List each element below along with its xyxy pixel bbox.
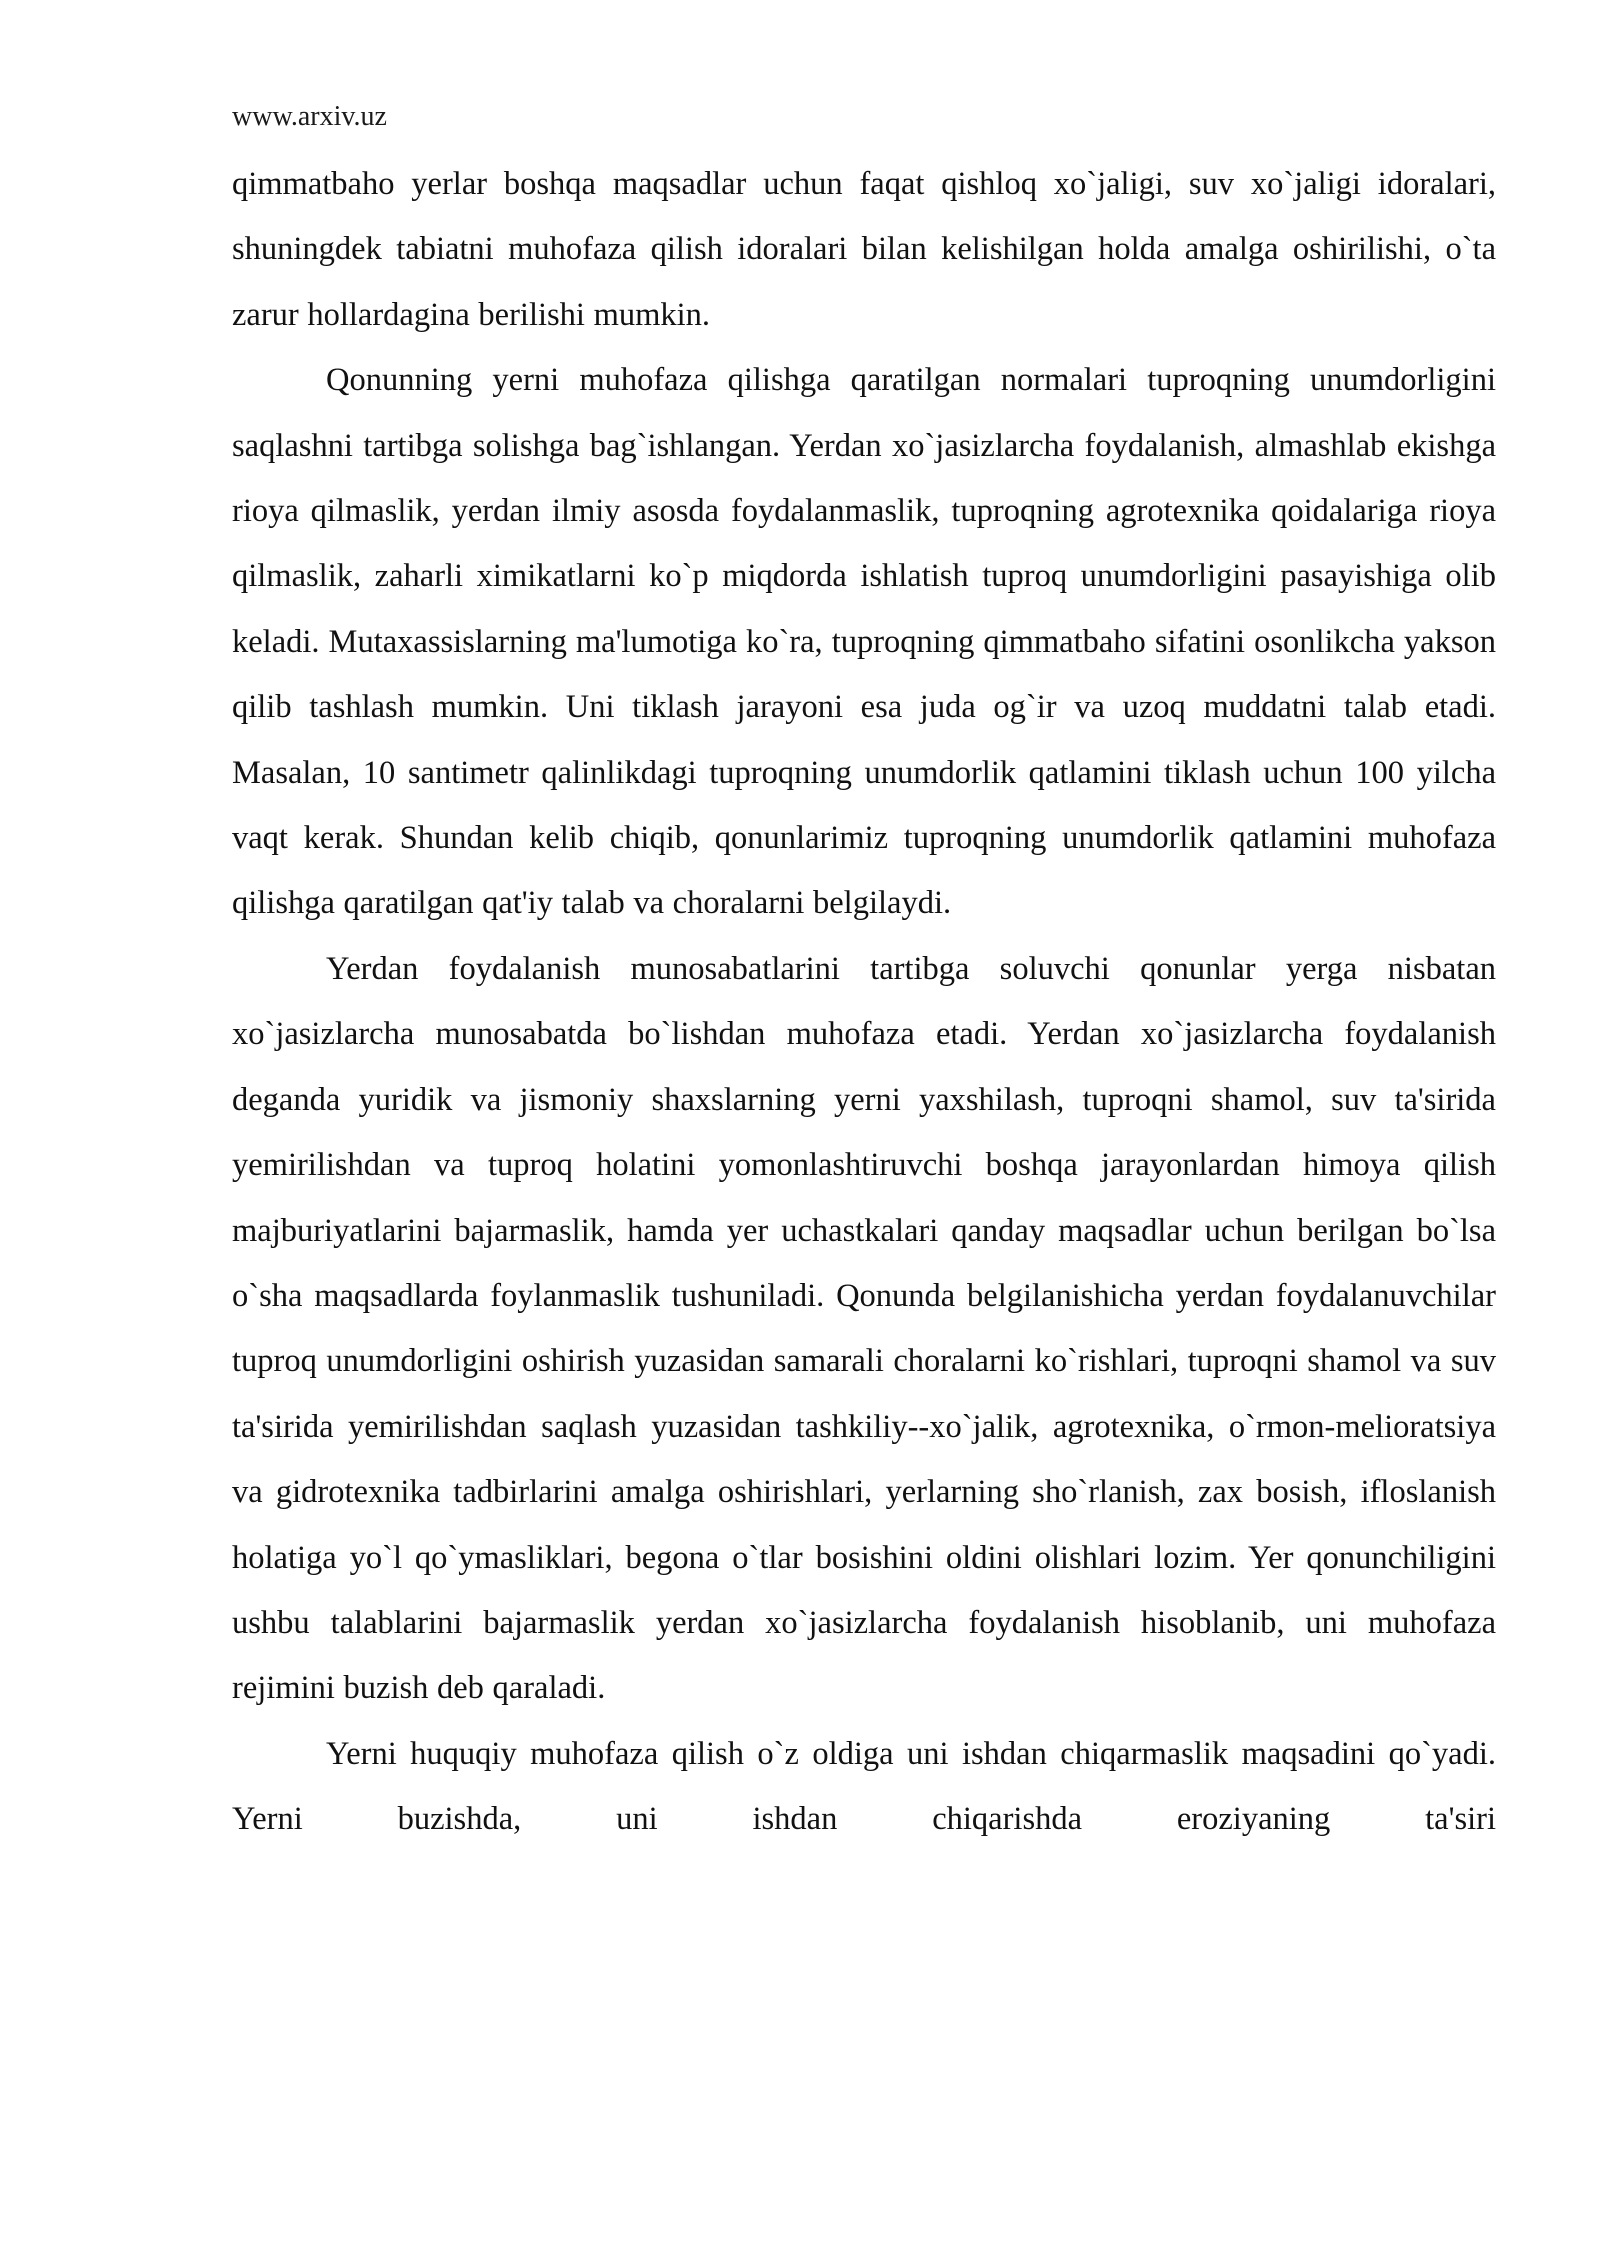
source-url: www.arxiv.uz bbox=[232, 101, 387, 132]
paragraph-legal-protection: Yerni huquqiy muhofaza qilish o`z oldiga uni ishdan chiqarmaslik maqsadini qo`yadi. Yerni buzishda, uni ishdan chiqarishda eroziyaning ta'siri bbox=[232, 1735, 1496, 1838]
document-body bbox=[232, 152, 1496, 1853]
paragraph-continuation: qimmatbaho yerlar boshqa maqsadlar uchun faqat qishloq xo`jaligi, suv xo`jaligi idoralari, shuningdek tabiatni muhofaza qilish idoralari bilan kelishilgan holda amalga oshirilishi, o`ta zarur hollardagina berilishi mumkin. bbox=[232, 166, 1496, 333]
paragraph-land-use-laws: Yerdan foydalanish munosabatlarini tartibga soluvchi qonunlar yerga nisbatan xo`jasizlarcha munosabatda bo`lishdan muhofaza etadi. Yerdan xo`jasizlarcha foydalanish deganda yuridik va jismoniy shaxslarning yerni yaxshilash, tuproqni shamol, suv ta'sirida yemirilishdan va tuproq holatini yomonlashtiruvchi boshqa jarayonlardan himoya qilish majburiyatlarini bajarmaslik, hamda yer uchastkalari qanday maqsadlar uchun berilgan bo`lsa o`sha maqsadlarda foylanmaslik tushuniladi. Qonunda belgilanishicha yerdan foydalanuvchilar tuproq unumdorligini oshirish yuzasidan samarali choralarni ko`rishlari, tuproqni shamol va suv ta'sirida yemirilishdan saqlash yuzasidan tashkiliy--xo`jalik, agrotexnika, o`rmon-melioratsiya va gidrotexnika tadbirlarini amalga oshirishlari, yerlarning sho`rlanish, zax bosish, ifloslanish holatiga yo`l qo`ymasliklari, begona o`tlar bosishini oldini olishlari lozim. Yer qonunchiligini ushbu talablarini bajarmaslik yerdan xo`jasizlarcha foydalanish hisoblanib, uni muhofaza rejimini buzish deb qaraladi. bbox=[232, 950, 1496, 1707]
paragraph-soil-fertility: Qonunning yerni muhofaza qilishga qaratilgan normalari tuproqning unumdorligini saqlashni tartibga solishga bag`ishlangan. Yerdan xo`jasizlarcha foydalanish, almashlab ekishga rioya qilmaslik, yerdan ilmiy asosda foydalanmaslik, tuproqning agrotexnika qoidalariga rioya qilmaslik, zaharli ximikatlarni ko`p miqdorda ishlatish tuproq unumdorligini pasayishiga olib keladi. Mutaxassislarning ma'lumotiga ko`ra, tuproqning qimmatbaho sifatini osonlikcha yakson qilib tashlash mumkin. Uni tiklash jarayoni esa juda og`ir va uzoq muddatni talab etadi. Masalan, 10 santimetr qalinlikdagi tuproqning unumdorlik qatlamini tiklash uchun 100 yilcha vaqt kerak. Shundan kelib chiqib, qonunlarimiz tuproqning unumdorlik qatlamini muhofaza qilishga qaratilgan qat'iy talab va choralarni belgilaydi. bbox=[232, 362, 1496, 922]
